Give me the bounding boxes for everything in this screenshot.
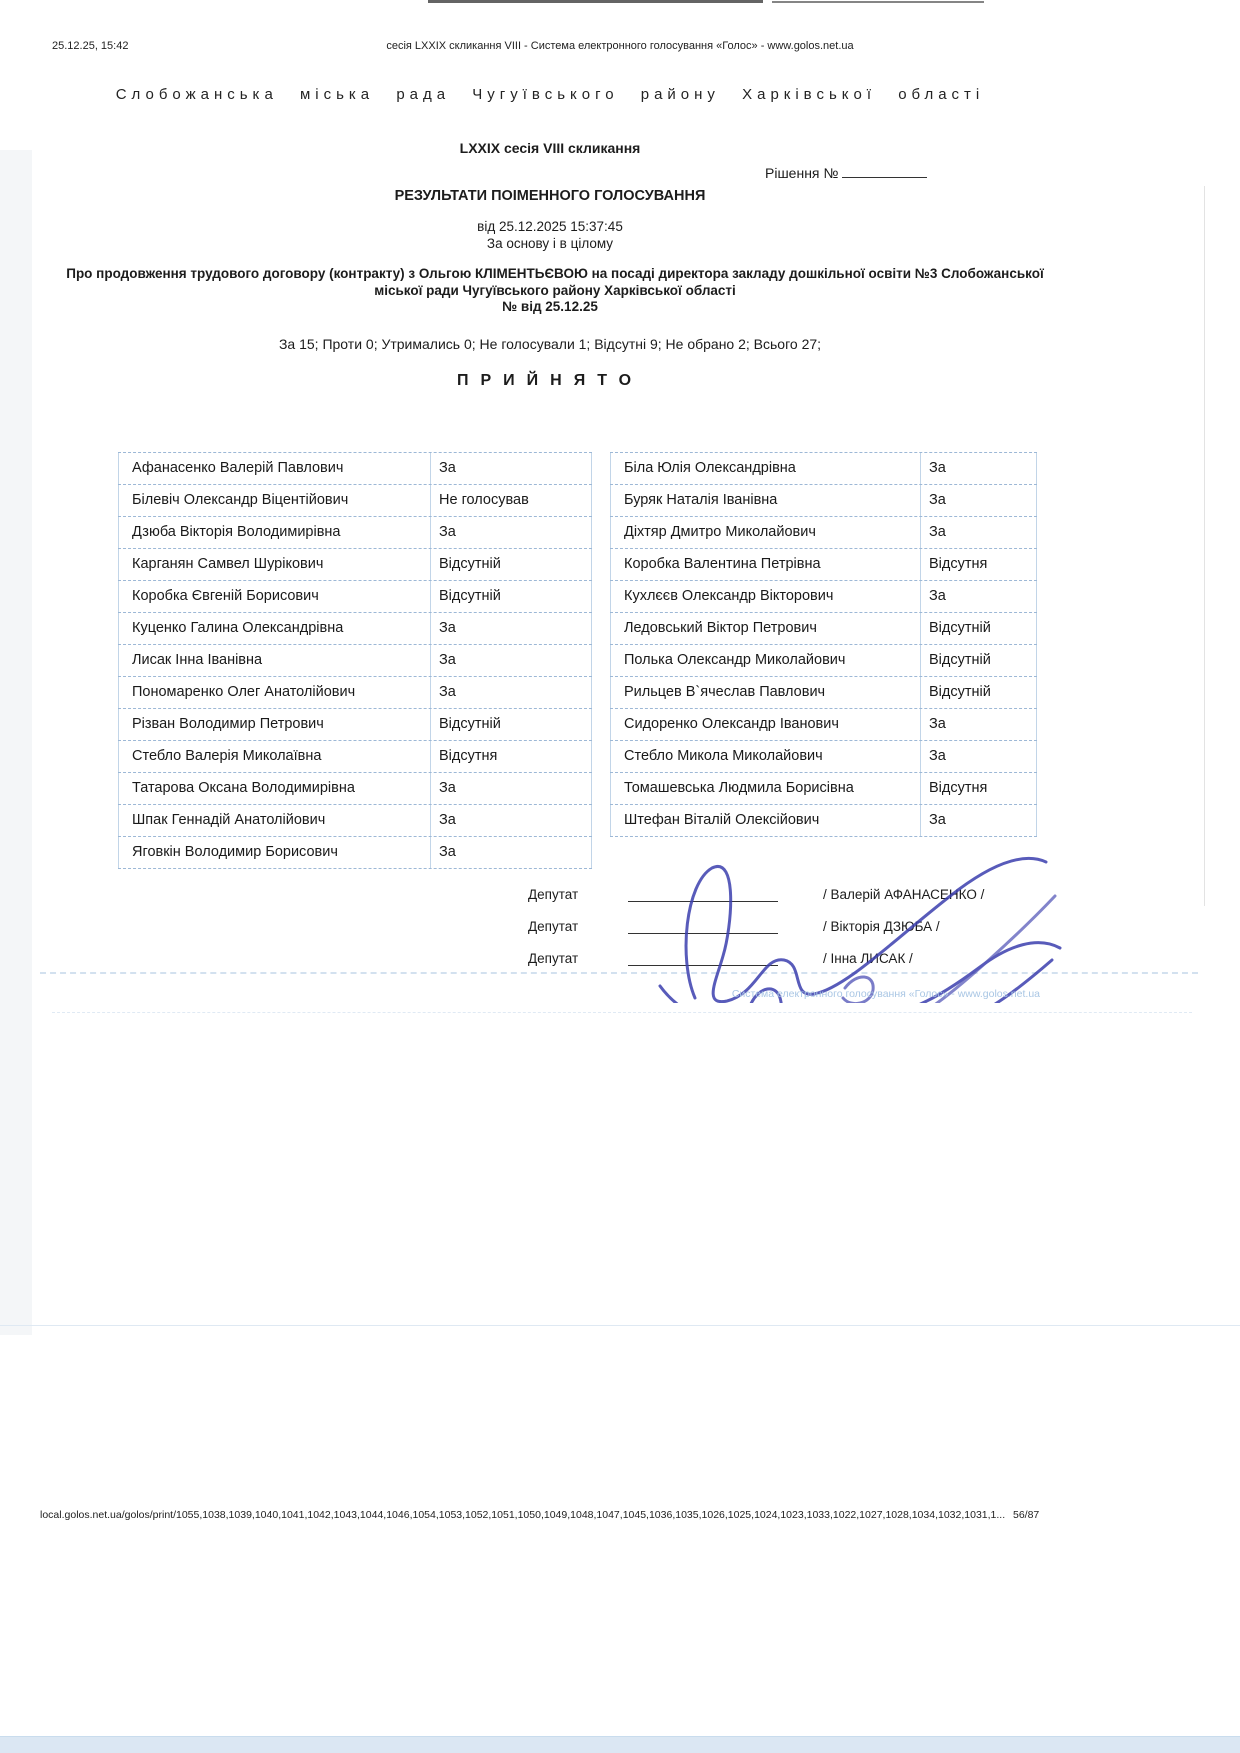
vote-value: За (921, 453, 1037, 484)
deputy-name: Білевіч Олександр Віцентійович (118, 485, 431, 516)
signature-role-label: Депутат (528, 951, 579, 966)
signature-deputy-name: / Валерій АФАНАСЕНКО / (823, 887, 985, 902)
vote-row (118, 741, 592, 773)
vote-value: Відсутня (431, 741, 592, 772)
vote-value: Відсутня (921, 773, 1037, 804)
deputy-name: Пономаренко Олег Анатолійович (118, 677, 431, 708)
deputy-name: Біла Юлія Олександрівна (610, 453, 921, 484)
footer-url: local.golos.net.ua/golos/print/1055,1038,1039,1040,1041,1042,1043,1044,1046,1054,1053,1052,1051,1050,1049,1048,1047,1045,1036,1035,1026,1025,1024,1023,1033,1022,1027,1028,1034,1032,1031,1... (40, 1509, 1006, 1521)
deputy-name: Різван Володимир Петрович (118, 709, 431, 740)
scan-edge-band (0, 150, 32, 1335)
vote-row (118, 645, 592, 677)
scan-dashed-line (52, 1012, 1192, 1013)
header-doc-info: сесія LXXIX скликання VIII - Система електронного голосування «Голос» - www.golos.net.ua (386, 40, 854, 52)
deputy-name: Дзюба Вікторія Володимирівна (118, 517, 431, 548)
vote-row (118, 837, 592, 869)
deputy-name: Ледовський Віктор Петрович (610, 613, 921, 644)
deputy-name: Лисак Інна Іванівна (118, 645, 431, 676)
vote-value: За (921, 741, 1037, 772)
scan-bottom-band (0, 1736, 1240, 1753)
header-datetime: 25.12.25, 15:42 (52, 40, 129, 52)
vote-row (610, 485, 1037, 517)
vote-value: За (921, 485, 1037, 516)
deputy-name: Карганян Самвел Шурікович (118, 549, 431, 580)
deputy-name: Буряк Наталія Іванівна (610, 485, 921, 516)
results-heading: РЕЗУЛЬТАТИ ПОІМЕННОГО ГОЛОСУВАННЯ (394, 188, 706, 204)
vote-row (118, 613, 592, 645)
vote-value: За (921, 805, 1037, 836)
signature-row (528, 884, 984, 902)
vote-row (610, 581, 1037, 613)
vote-value: Відсутній (921, 677, 1037, 708)
signature-line (628, 918, 778, 934)
scan-noise-streak (772, 1, 984, 3)
vote-value: За (431, 837, 592, 868)
deputy-name: Рильцев В`ячеслав Павлович (610, 677, 921, 708)
vote-row (118, 773, 592, 805)
result-status: ПРИЙНЯТО (456, 372, 644, 389)
deputy-name: Стебло Микола Миколайович (610, 741, 921, 772)
vote-totals: За 15; Проти 0; Утримались 0; Не голосували 1; Відсутні 9; Не обрано 2; Всього 27; (278, 336, 822, 352)
scan-edge-line (1204, 186, 1205, 906)
vote-table-right (610, 452, 1037, 837)
vote-row (118, 485, 592, 517)
vote-row (118, 709, 592, 741)
vote-value: За (431, 773, 592, 804)
vote-value: За (431, 805, 592, 836)
vote-row (610, 613, 1037, 645)
decision-number-blank (842, 163, 927, 178)
vote-row (610, 517, 1037, 549)
vote-row (118, 677, 592, 709)
vote-value: Не голосував (431, 485, 592, 516)
decision-number-line (765, 163, 927, 181)
vote-value: За (431, 613, 592, 644)
deputy-name: Діхтяр Дмитро Миколайович (610, 517, 921, 548)
vote-row (118, 581, 592, 613)
signature-deputy-name: / Інна ЛИСАК / (823, 951, 913, 966)
deputy-name: Полька Олександр Миколайович (610, 645, 921, 676)
scan-noise-streak (428, 0, 763, 3)
signature-line (628, 950, 778, 966)
vote-value: За (431, 677, 592, 708)
deputy-name: Стебло Валерія Миколаївна (118, 741, 431, 772)
vote-row (610, 773, 1037, 805)
vote-row (610, 549, 1037, 581)
deputy-name: Куценко Галина Олександрівна (118, 613, 431, 644)
vote-value: За (431, 453, 592, 484)
vote-row (118, 805, 592, 837)
signature-deputy-name: / Вікторія ДЗЮБА / (823, 919, 940, 934)
signature-role-label: Депутат (528, 919, 579, 934)
deputy-name: Сидоренко Олександр Іванович (610, 709, 921, 740)
system-watermark: Система електронного голосування «Голос» - www.golos.net.ua (731, 988, 1040, 1000)
vote-value: За (921, 517, 1037, 548)
vote-row (118, 453, 592, 485)
vote-row (610, 453, 1037, 485)
vote-row (118, 517, 592, 549)
vote-basis: За основу і в цілому (486, 236, 614, 251)
scan-fold-line (0, 1325, 1240, 1326)
deputy-name: Кухлєєв Олександр Вікторович (610, 581, 921, 612)
vote-datetime: від 25.12.2025 15:37:45 (477, 219, 623, 234)
vote-row (610, 677, 1037, 709)
vote-value: За (431, 517, 592, 548)
vote-row (610, 741, 1037, 773)
deputy-name: Штефан Віталій Олексійович (610, 805, 921, 836)
deputy-name: Шпак Геннадій Анатолійович (118, 805, 431, 836)
signature-row (528, 948, 913, 966)
vote-value: Відсутній (431, 581, 592, 612)
deputy-name: Афанасенко Валерій Павлович (118, 453, 431, 484)
deputy-name: Томашевська Людмила Борисівна (610, 773, 921, 804)
vote-row (610, 709, 1037, 741)
vote-row (118, 549, 592, 581)
council-title: Слобожанська міська рада Чугуївського району Харківської області (115, 86, 985, 103)
signature-role-label: Депутат (528, 887, 579, 902)
deputy-name: Яговкін Володимир Борисович (118, 837, 431, 868)
vote-subject-number: № від 25.12.25 (502, 299, 598, 314)
vote-value: Відсутній (921, 613, 1037, 644)
vote-value: За (431, 645, 592, 676)
vote-value: Відсутній (431, 709, 592, 740)
deputy-name: Коробка Валентина Петрівна (610, 549, 921, 580)
signature-line (628, 886, 778, 902)
signature-row (528, 916, 940, 934)
vote-row (610, 805, 1037, 837)
vote-value: Відсутня (921, 549, 1037, 580)
vote-subject: Про продовження трудового договору (контракту) з Ольгою КЛІМЕНТЬЄВОЮ на посаді директора закладу дошкільної освіти №3 Слобожанської міської ради Чугуївського району Харківської області (66, 266, 1044, 298)
vote-table-left (118, 452, 592, 869)
vote-value: За (921, 709, 1037, 740)
deputy-name: Татарова Оксана Володимирівна (118, 773, 431, 804)
footer-page-number: 56/87 (1013, 1509, 1040, 1521)
session-title: LXXIX сесія VIII скликання (459, 140, 641, 156)
vote-value: За (921, 581, 1037, 612)
vote-row (610, 645, 1037, 677)
scan-dashed-line (40, 972, 1198, 974)
deputy-name: Коробка Євгеній Борисович (118, 581, 431, 612)
vote-value: Відсутній (431, 549, 592, 580)
vote-value: Відсутній (921, 645, 1037, 676)
decision-number-label: Рішення № (765, 165, 839, 181)
